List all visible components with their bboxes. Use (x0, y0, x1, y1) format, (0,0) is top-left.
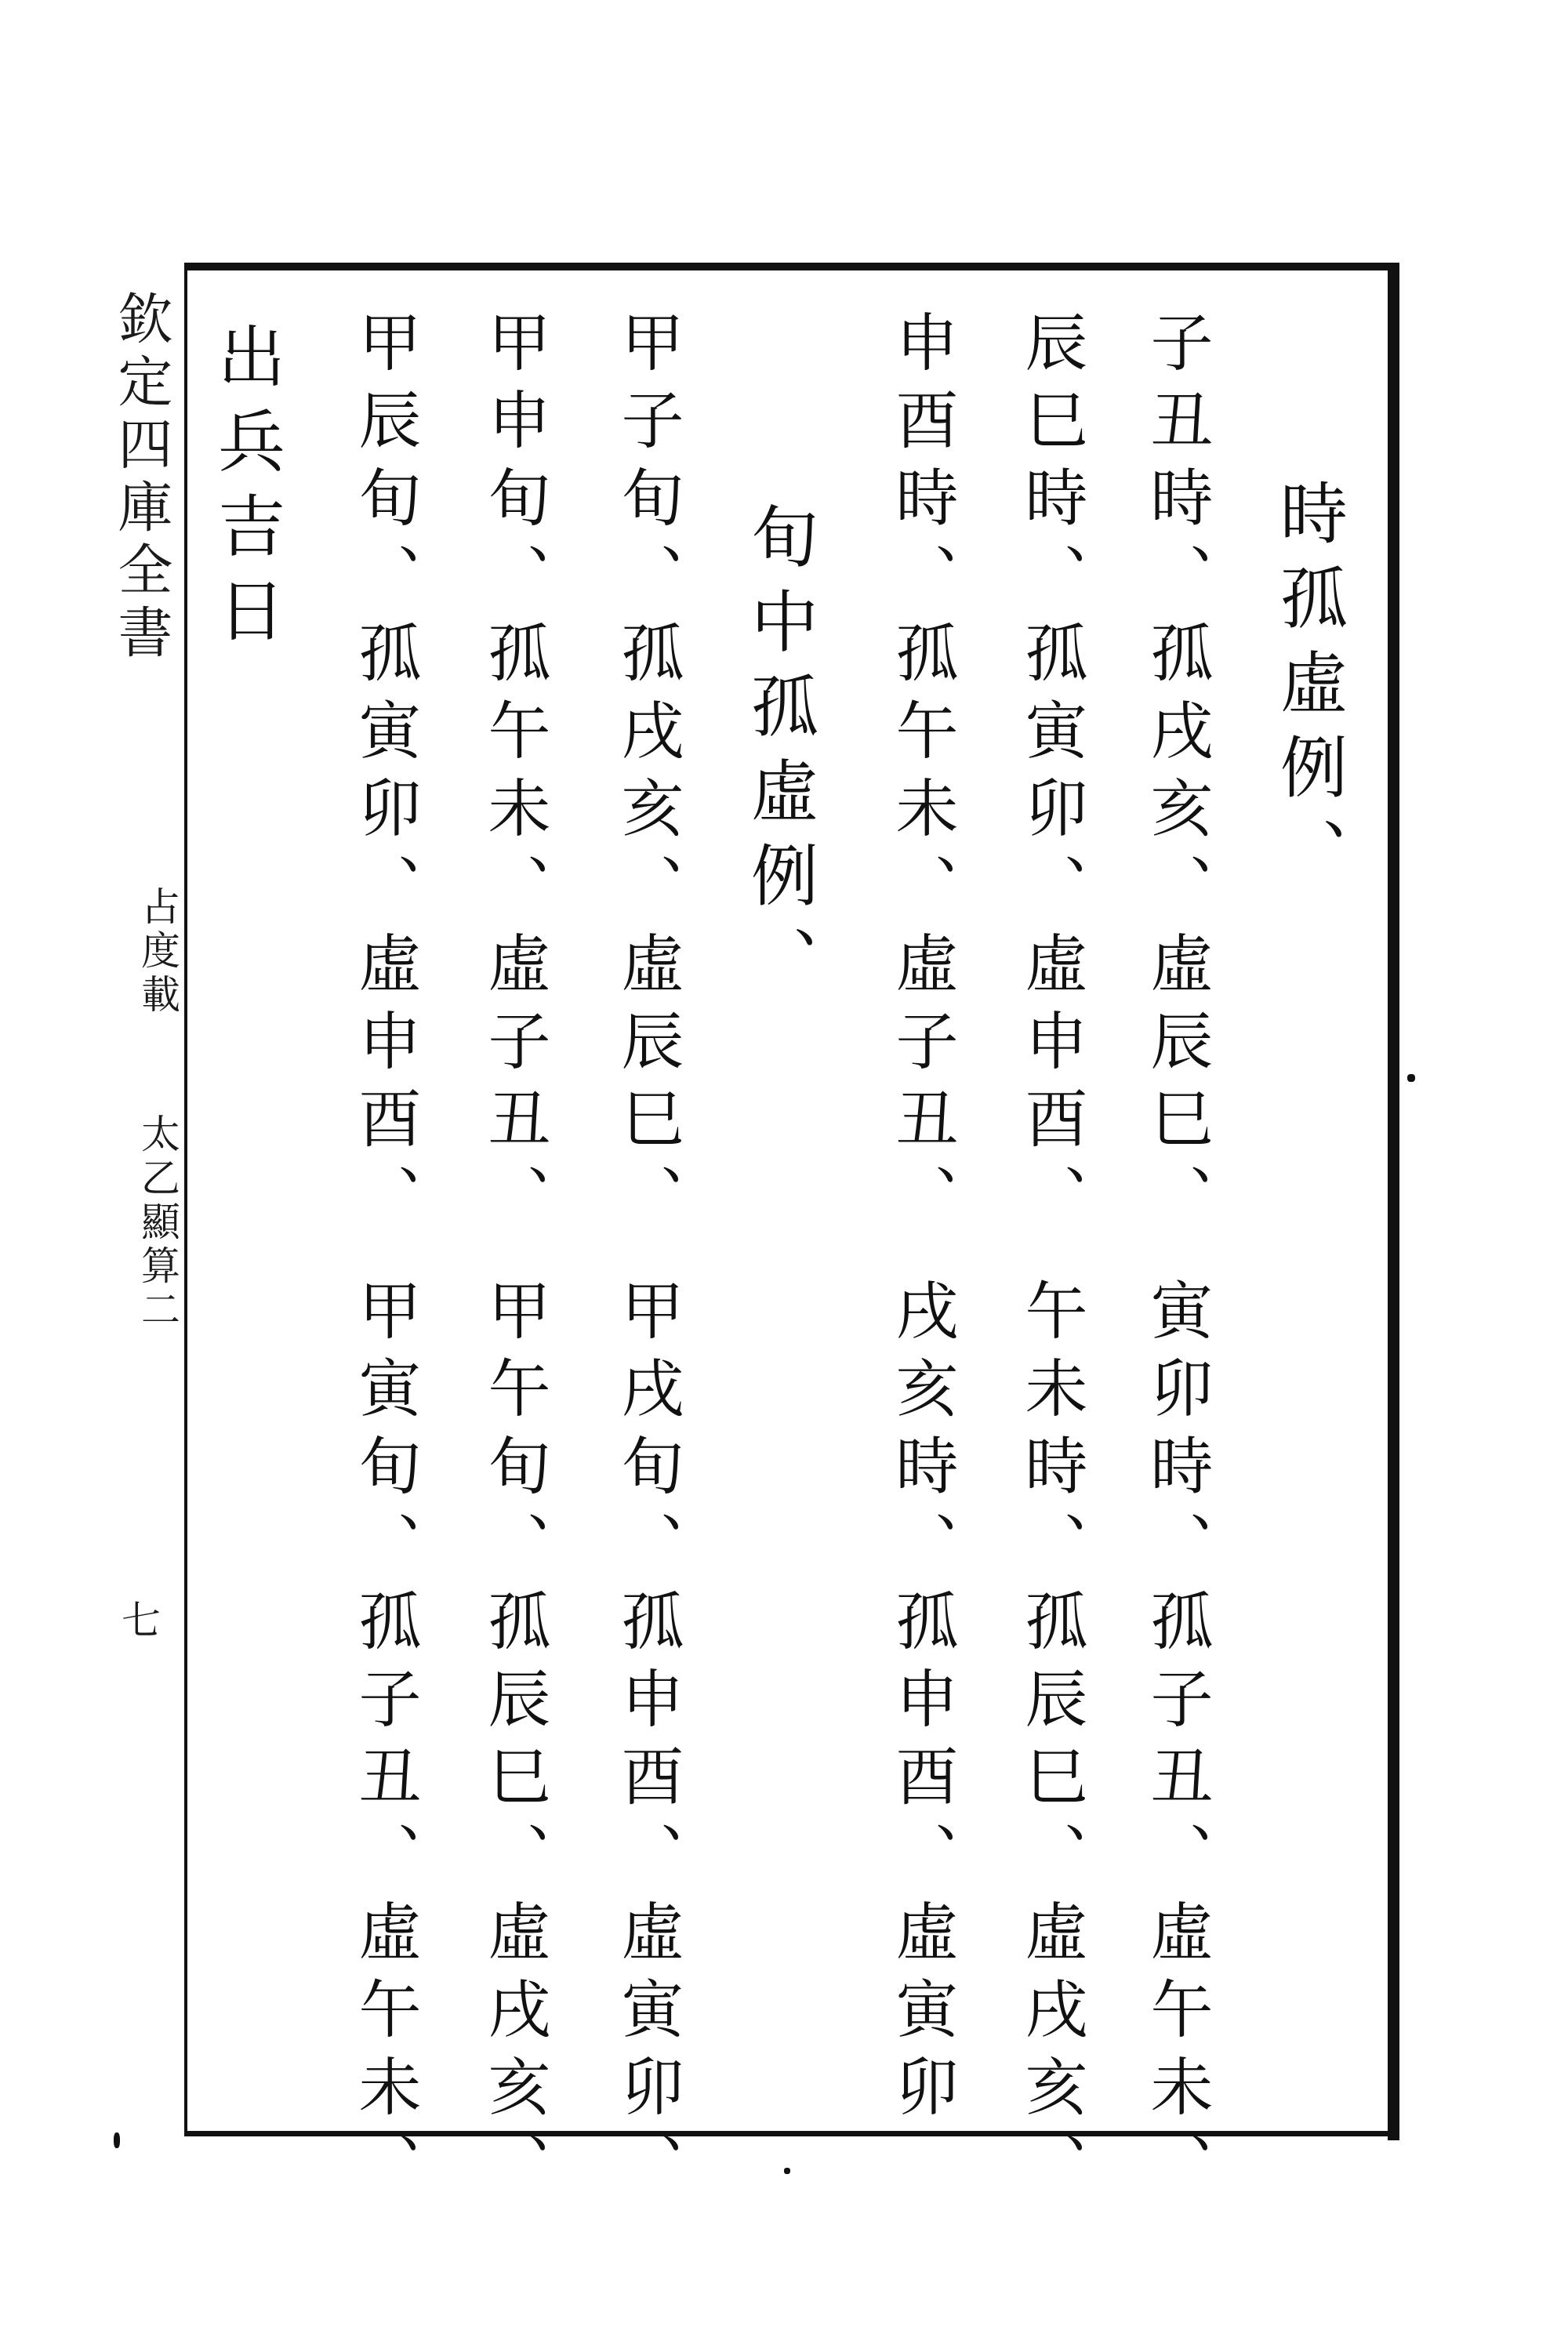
section-heading-xun-gu-xu: 旬中孤虛例、 (739, 502, 818, 1010)
frame-right-border (1388, 263, 1399, 2140)
text-column: 辰巳時、孤寅卯、虛申酉、 (1014, 310, 1087, 1241)
text-column: 甲午旬、孤辰巳、虛戌亥、 (477, 1278, 550, 2209)
frame-top-border (184, 263, 1399, 270)
text-column: 甲戌旬、孤申酉、虛寅卯、 (611, 1278, 684, 2209)
text-column: 子丑時、孤戌亥、虛辰巳、 (1140, 310, 1213, 1241)
ink-speck (784, 2168, 790, 2174)
text-column: 午未時、孤辰巳、虛戌亥、 (1014, 1278, 1087, 2209)
text-column: 申酉時、孤午未、虛子丑、 (885, 310, 958, 1241)
text-column: 寅卯時、孤子丑、虛午未、 (1140, 1278, 1213, 2209)
ink-speck (114, 2132, 120, 2148)
page-number: 七 (115, 1599, 161, 1643)
text-column: 戌亥時、孤申酉、虛寅卯 (885, 1278, 958, 2132)
section-heading-time-gu-xu: 時孤虛例、 (1269, 478, 1347, 902)
section-heading-chu-bing-ji-ri: 出兵吉日 (206, 321, 285, 660)
ink-speck (1407, 1074, 1415, 1082)
text-column: 甲子旬、孤戌亥、虛辰巳、 (611, 310, 684, 1241)
book-title: 欽定四庫全書 (109, 290, 173, 666)
section-label: 占度載 (135, 886, 180, 1018)
text-column: 甲寅旬、孤子丑、虛午未、 (348, 1278, 421, 2209)
chapter-label: 太乙顯算二 (135, 1113, 180, 1333)
text-column: 甲辰旬、孤寅卯、虛申酉、 (348, 310, 421, 1241)
text-column: 甲申旬、孤午未、虛子丑、 (477, 310, 550, 1241)
